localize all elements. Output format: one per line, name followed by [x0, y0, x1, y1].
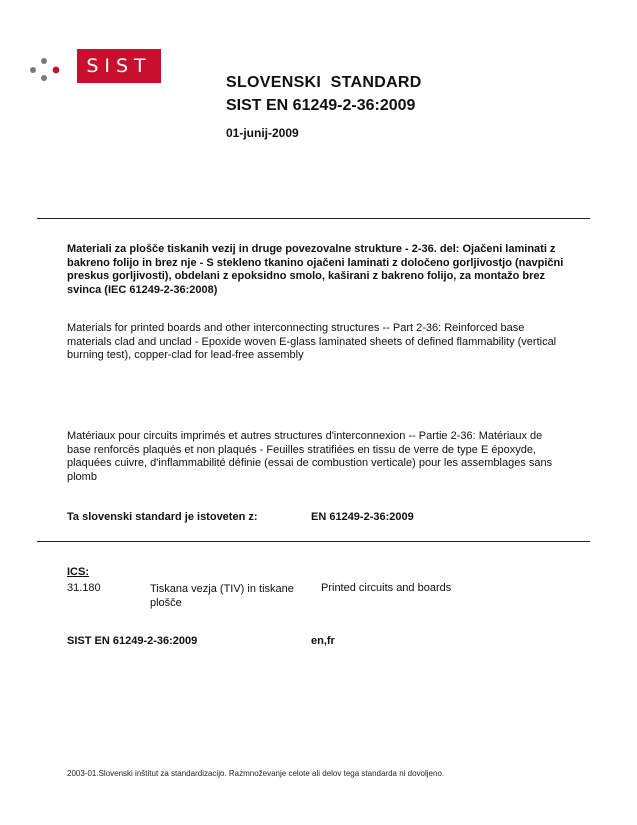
logo-wordmark: SIST — [77, 49, 161, 83]
publication-date: 01-junij-2009 — [226, 126, 299, 140]
logo-dots-icon — [28, 56, 70, 82]
top-divider — [37, 218, 590, 219]
identical-value: EN 61249-2-36:2009 — [311, 511, 414, 523]
reference-languages: en,fr — [311, 635, 335, 647]
ics-code: 31.180 — [67, 582, 101, 594]
standard-code: SIST EN 61249-2-36:2009 — [226, 97, 416, 114]
ics-heading: ICS: — [67, 566, 89, 578]
reference-code: SIST EN 61249-2-36:2009 — [67, 635, 198, 647]
identical-label: Ta slovenski standard je istoveten z: — [67, 511, 258, 523]
document-type: SLOVENSKI STANDARD — [226, 74, 422, 91]
title-french: Matériaux pour circuits imprimés et autres structures d'interconnexion -- Partie 2-36: Matériaux de base renforcés plaqués et non plaqués - Feuilles stratifiées en tissu de verre de type E époxyde, plaquées cuivre, d'inflammabilité définie (essai de combustion verticale) pour les assemblages sans plomb — [67, 430, 553, 483]
copyright-footer: 2003-01.Slovenski inštitut za standardizacijo. Razmnoževanje celote ali delov tega standarda ni dovoljeno. — [67, 769, 445, 778]
ics-description-sl: Tiskana vezja (TIV) in tiskane plošče — [150, 583, 294, 609]
title-slovenian: Materiali za plošče tiskanih vezij in druge povezovalne strukture - 2-36. del: Ojačeni laminati z bakreno folijo in brez nje - S stekleno tkanino ojačeni laminati z določeno gorljivostjo (navpični preskus gorljivosti), obdelani z epoksidno smolo, kaširani z bakreno folijo, za montažo brez svinca (IEC 61249-2-36:2008) — [67, 243, 564, 296]
ics-description-en: Printed circuits and boards — [321, 582, 452, 594]
bottom-divider — [37, 541, 590, 542]
title-english: Materials for printed boards and other interconnecting structures -- Part 2-36: Reinforced base materials clad and unclad - Epoxide woven E-glass laminated sheets of defined flammability (vertical burning test), copper-clad for lead-free assembly — [67, 322, 557, 361]
